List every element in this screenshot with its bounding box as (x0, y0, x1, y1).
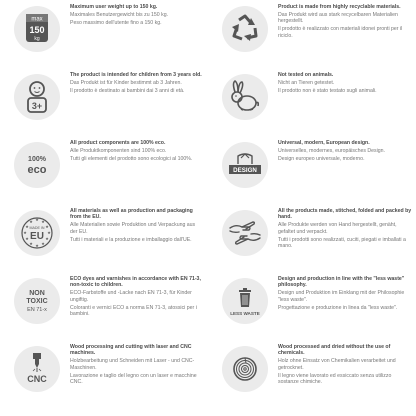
non-toxic-badge-norm: EN 71-x (27, 307, 47, 313)
eco-badge-percent: 100% (28, 156, 46, 163)
feature-text (278, 72, 412, 94)
feature-title-en: ECO dyes and varnishes in accordance with EN 71-3, non-toxic to children. (70, 276, 201, 289)
svg-text:★: ★ (45, 236, 49, 241)
weight-badge-unit: kg (34, 36, 40, 42)
feature-title-en: All product components are 100% eco. (70, 140, 166, 146)
feature-text-it: Tutti i materiali e la produzione e imballaggio dall'UE. (70, 236, 192, 243)
cnc-laser-icon (14, 346, 60, 392)
feature-title-en: All materials as well as production and packaging from the EU. (70, 208, 193, 221)
feature-recyclable (208, 0, 416, 68)
feature-text-de: Alle Produkte werden von Hand hergestellt, genäht, gefaltet und verpackt. (278, 222, 397, 235)
svg-text:★: ★ (29, 219, 33, 224)
design-icon (222, 142, 268, 188)
feature-text (70, 276, 204, 317)
cnc-label: CNC (27, 374, 47, 384)
svg-text:★: ★ (29, 241, 33, 246)
feature-text (278, 276, 412, 311)
feature-text-it: Il prodotto non è stato testato sugli animali. (278, 87, 377, 94)
feature-design (208, 136, 416, 204)
feature-less-waste (208, 272, 416, 340)
handmade-hands-icon (222, 210, 268, 256)
feature-text-it: Design europeo universale, moderno. (278, 155, 365, 162)
made-in-eu-icon (14, 210, 60, 256)
svg-text:★: ★ (25, 224, 29, 229)
feature-text-de: Holzbearbeitung und Schneiden mit Laser - und CNC-Maschinen. (70, 358, 195, 371)
feature-text (70, 208, 204, 243)
feature-text-de: Nicht an Tieren getestet. (278, 79, 335, 86)
feature-text-it: Coloranti e vernici ECO a norma EN 71-3, atossici per i bambini. (70, 304, 197, 318)
feature-text-de: Alle Materialien sowie Produktion und Verpackung aus der EU. (70, 222, 196, 235)
wood-log-icon (222, 346, 268, 392)
feature-text-de: Alle Produktkomponenten sind 100% eco. (70, 147, 167, 154)
max-150kg-weight-icon (14, 6, 60, 52)
feature-non-toxic (0, 272, 208, 340)
weight-badge-value: 150 (29, 25, 45, 35)
feature-text-it: Lavorazione e taglio del legno con un laser e macchine CNC. (70, 372, 197, 386)
less-waste-bin-icon (222, 278, 268, 324)
feature-text (278, 140, 412, 162)
svg-text:★: ★ (41, 219, 45, 224)
feature-not-tested (208, 68, 416, 136)
feature-text-de: Das Produkt wird aus stark recycelbaren Materialien hergestellt. (278, 11, 398, 25)
feature-text-it: Il prodotto è destinato ai bambini dai 3 anni di età. (70, 87, 185, 94)
svg-text:★: ★ (25, 236, 29, 241)
feature-title-en: Product is made from highly recyclable materials. (278, 4, 401, 10)
feature-handmade (208, 204, 416, 272)
recycle-icon (222, 6, 268, 52)
svg-text:★: ★ (23, 230, 27, 235)
feature-text-de: Universelles, modernes, europäisches Design. (278, 147, 385, 154)
feature-text (278, 344, 412, 385)
feature-text-de: Design und Produktion im Einklang mit der Philosophie "less waste". (278, 290, 405, 303)
age-badge: 3+ (31, 101, 43, 111)
eco-badge-label: eco (27, 164, 47, 176)
non-toxic-en71-icon (14, 278, 60, 324)
less-waste-label: LESS WASTE (230, 311, 260, 316)
feature-title-en: Not tested on animals. (278, 72, 334, 78)
feature-text (70, 72, 204, 94)
feature-text-it: Peso massimo dell'utente fino a 150 kg. (70, 19, 162, 26)
feature-text (70, 140, 204, 162)
feature-title-en: Maximum user weight up to 150 kg. (70, 4, 158, 10)
feature-text-it: Il prodotto è realizzato con materiali idonei pronti per il riciclo. (278, 26, 403, 39)
feature-text-de: ECO-Farbstoffe und -Lacke nach EN 71-3, für Kinder ungiftig. (70, 290, 192, 303)
eu-badge-top: MADE IN (29, 226, 45, 230)
feature-text (278, 4, 412, 39)
feature-made-in-eu (0, 204, 208, 272)
feature-text-de: Das Produkt ist für Kinder bestimmt ab 3 Jahren. (70, 79, 182, 86)
feature-max-weight (0, 0, 208, 68)
design-badge: DESIGN (233, 167, 257, 174)
feature-age (0, 68, 208, 136)
eu-badge-main: EU (30, 231, 44, 242)
non-toxic-badge-top: NON (29, 290, 45, 297)
feature-text-it: Progettazione e produzione in linea da "less waste". (278, 304, 398, 311)
svg-text:★: ★ (35, 217, 39, 222)
feature-text (278, 208, 412, 249)
feature-text-de: Holz ohne Einsatz von Chemikalien verarbeitet und getrocknet. (278, 358, 396, 371)
eco-100-icon (14, 142, 60, 188)
feature-text (70, 4, 204, 26)
feature-cnc (0, 340, 208, 408)
feature-text-de: Maximales Benutzergewicht bis zu 150 kg. (70, 11, 169, 18)
svg-text:★: ★ (41, 241, 45, 246)
rabbit-icon (222, 74, 268, 120)
non-toxic-badge-main: TOXIC (26, 298, 48, 305)
svg-text:★: ★ (35, 243, 39, 248)
feature-text-it: Tutti gli elementi del prodotto sono ecologici al 100%. (70, 155, 193, 162)
weight-badge-max: max (31, 16, 43, 23)
svg-text:★: ★ (45, 224, 49, 229)
feature-text-it: Tutti i prodotti sono realizzati, cuciti, piegati e imballati a mano. (278, 236, 406, 250)
child-age-3-plus-icon (14, 74, 60, 120)
feature-title-en: Wood processed and dried without the use of chemicals. (278, 344, 391, 357)
feature-title-en: The product is intended for children from 3 years old. (70, 72, 202, 78)
feature-title-en: Universal, modern, European design. (278, 140, 370, 146)
feature-text-it: Il legno viene lavorato ed essiccato senza utilizzo sostanze chimiche. (278, 372, 392, 386)
feature-wood-processing (208, 340, 416, 408)
feature-eco (0, 136, 208, 204)
feature-title-en: Wood processing and cutting with laser and CNC machines. (70, 344, 192, 357)
svg-text:★: ★ (47, 230, 51, 235)
feature-text (70, 344, 204, 385)
feature-title-en: Design and production in line with the "less waste" philosophy. (278, 276, 405, 289)
feature-title-en: All the products made, stitched, folded and packed by hand. (278, 208, 412, 221)
